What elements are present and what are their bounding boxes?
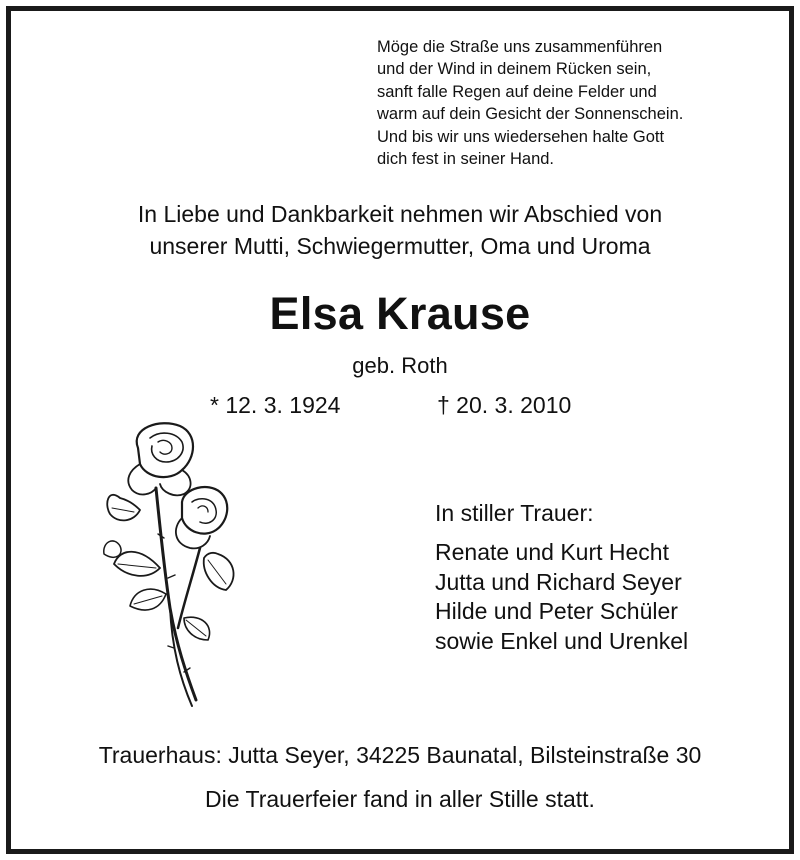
poem-line: sanft falle Regen auf deine Felder und: [377, 82, 657, 101]
deceased-name: Elsa Krause: [269, 288, 531, 339]
intro-line-2: unserer Mutti, Schwiegermutter, Oma und Uroma: [149, 233, 651, 259]
farewell-intro: [0, 198, 800, 262]
mourners-list: [435, 538, 688, 656]
mourning-house-address: Trauerhaus: Jutta Seyer, 34225 Baunatal, Bilsteinstraße 30: [98, 742, 702, 768]
maiden-name: geb. Roth: [352, 353, 448, 378]
ceremony-note: Die Trauerfeier fand in aller Stille statt.: [205, 786, 595, 812]
poem-line: und der Wind in deinem Rücken sein,: [377, 60, 652, 79]
poem-line: dich fest in seiner Hand.: [377, 150, 555, 169]
rose-icon: [100, 418, 240, 710]
mourner-entry: sowie Enkel und Urenkel: [435, 627, 689, 654]
mourning-heading: In stiller Trauer:: [435, 500, 594, 526]
poem-line: warm auf dein Gesicht der Sonnenschein.: [377, 105, 684, 124]
death-date: † 20. 3. 2010: [437, 392, 572, 418]
mourner-entry: Renate und Kurt Hecht: [435, 539, 669, 565]
poem-line: Und bis wir uns wiedersehen halte Gott: [377, 127, 665, 146]
mourner-entry: Jutta und Richard Seyer: [435, 568, 682, 595]
intro-line-1: In Liebe und Dankbarkeit nehmen wir Abschied von: [137, 201, 663, 227]
mourner-entry: Hilde und Peter Schüler: [435, 598, 678, 624]
poem-line: Möge die Straße uns zusammenführen: [377, 38, 663, 56]
birth-date: * 12. 3. 1924: [210, 392, 341, 418]
poem: [377, 36, 683, 170]
